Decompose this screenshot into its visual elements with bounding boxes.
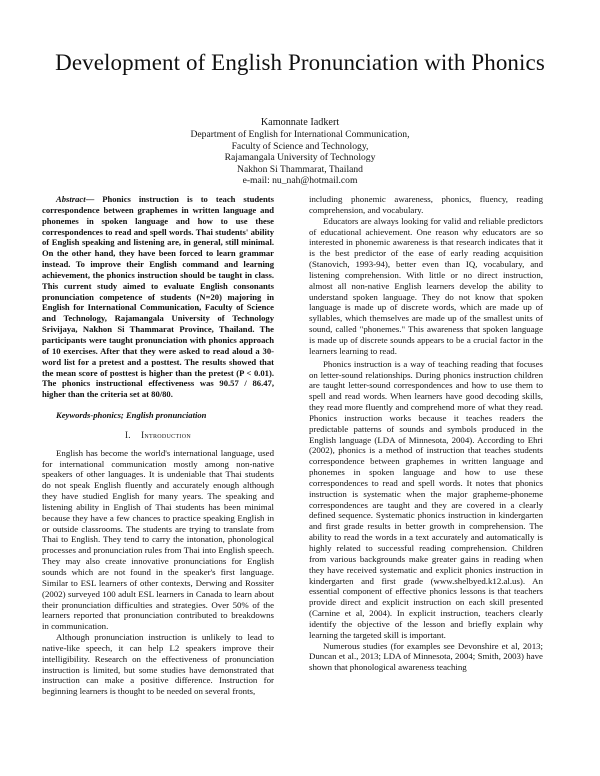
paper-title: Development of English Pronunciation with Phonics (55, 50, 545, 75)
right-column (309, 194, 543, 673)
section-title: Introduction (141, 429, 191, 440)
affiliation-line: Department of English for International Communication, (190, 129, 410, 141)
body-paragraph: Phonics instruction is a way of teaching reading that focuses on letter-sound relationships. During phonics instruction children are taught letter-sound correspondences and how to use them to spell and read words. When learners have good decoding skills, they read more fluently and comprehend more of what they read. Phonics instruction works because it teaches readers the predictable patterns of sounds and symbols produced in the English language (LDA of Minnesota, 2004). According to Ehri (2002), phonics is a method of instruction that teaches students correspondence between graphemes in written language and phonemes in spoken language and how to use these correspondences to read and spell words. It notes that phonics instruction is systematic when the major grapheme-phoneme correspondences are taught and they are covered in a clearly defined sequence. Systematic phonics instruction in kindergarten and first grade results in better growth in comprehension. The ability to read the words in a text accurately and automatically is highly related to successful reading comprehension. Children from various backgrounds make greater gains in reading when they have received systematic and explicit phonics instruction in kindergarten and first grade (www.shelbyed.k12.al.us). An essential component of effective phonics lessons is that teachers provide direct and explicit instruction on each skill presented (Carnine et al, 2004). In explicit instruction, teachers clearly identify the objective of the lesson and briefly explain why learning the targeted skill is important. (309, 358, 543, 640)
abstract-lead: Abstract (56, 194, 86, 204)
keywords: Keywords-phonics; English pronunciation (56, 410, 207, 421)
body-paragraph: Educators are always looking for valid and reliable predictors of educational achievement. One reason why educators are so interested in phonemic awareness is that research indicates that it is the best predictor of the ease of early reading acquisition (Stanovich, 1993-94), better even than IQ, vocabulary, and listening comprehension. With little or no direct instruction, almost all non-native English learners develop the ability to understand spoken language. They do not know that spoken language is made up of discrete words, which are made up of syllables, which themselves are made up of the smallest units of sound, called "phonemes." This awareness that spoken language is made up of discrete sounds appears to be a crucial factor in the learners learning to read. (309, 215, 543, 356)
author-email: e-mail: nu_nah@hotmail.com (242, 175, 358, 187)
section-number: I. (125, 429, 131, 440)
affiliation-line: Nakhon Si Thammarat, Thailand (237, 163, 363, 175)
body-paragraph: including phonemic awareness, phonics, fluency, reading comprehension, and vocabulary. (309, 194, 543, 215)
section-heading (42, 430, 274, 441)
abstract (42, 194, 274, 400)
body-paragraph: Numerous studies (for examples see Devonshire et al, 2013; Duncan et al., 2013; LDA of Minnesota, 2004; Smith, 2003) have shown that phonological awareness teaching (309, 640, 543, 673)
author-name: Kamonnate Iadkert (260, 117, 340, 128)
abstract-text: Phonics instruction is to teach students correspondence between graphemes in written language and phonemes in spoken language and how to use these correspondences to read and spell words. Thai students' ability of English speaking and listening are, in general, still minimal. On the other hand, they have been forced to learn grammar instead. To improve their English command and learning achievement, the phonics instruction should be taught in class. This current study aimed to evaluate English consonants pronunciation competence of students (N=20) majoring in English for International Communication, Faculty of Science and Technology, Rajamangala University of Technology Srivijaya, Nakhon Si Thammarat Province, Thailand. The participants were taught pronunciation with phonics approach of 10 exercises. After that they were asked to read aloud a 30-word list for a pretest and a posttest. The results showed that the mean score of posttest is higher than the pretest (P < 0.01). The phonics instructional effectiveness was 90.57 / 86.47, higher than the criteria set at 80/80. (42, 194, 274, 400)
body-paragraph: Although pronunciation instruction is unlikely to lead to native-like speech, it can help L2 speakers improve their intelligibility. Research on the effectiveness of pronunciation instruction is limited, but some studies have demonstrated that instruction can make a positive difference. Instruction for beginning learners is thought to be needed on several fronts, (42, 632, 274, 697)
affiliation-line: Rajamangala University of Technology (224, 152, 376, 164)
body-paragraph: English has become the world's international language, used for international communication mostly among non-native speakers of other languages. It is undeniable that Thai students do not speak English fluently and accurately enough although they have studied English for many years. The speaking and listening ability in English of Thai students has been minimal because they have a few chances to practice speaking English in or outside classrooms. The students are trying to translate from Thai to English. They tend to carry the intonation, phonological processes and pronunciation rules from Thai into English speech. They may also create innovative pronunciations for English sounds which are not found in the speaker's first language. Similar to ESL learners of other contexts, Derwing and Rossiter (2002) surveyed 100 adult ESL learners in Canada to learn about their pronunciation difficulties and strategies. Over 50% of the learners reported that pronunciation contributed to breakdowns in communication. (42, 447, 274, 632)
left-column (42, 194, 274, 697)
abstract-dash: — (85, 194, 103, 204)
affiliation-line: Faculty of Science and Technology, (231, 140, 369, 152)
author-block (0, 117, 600, 186)
